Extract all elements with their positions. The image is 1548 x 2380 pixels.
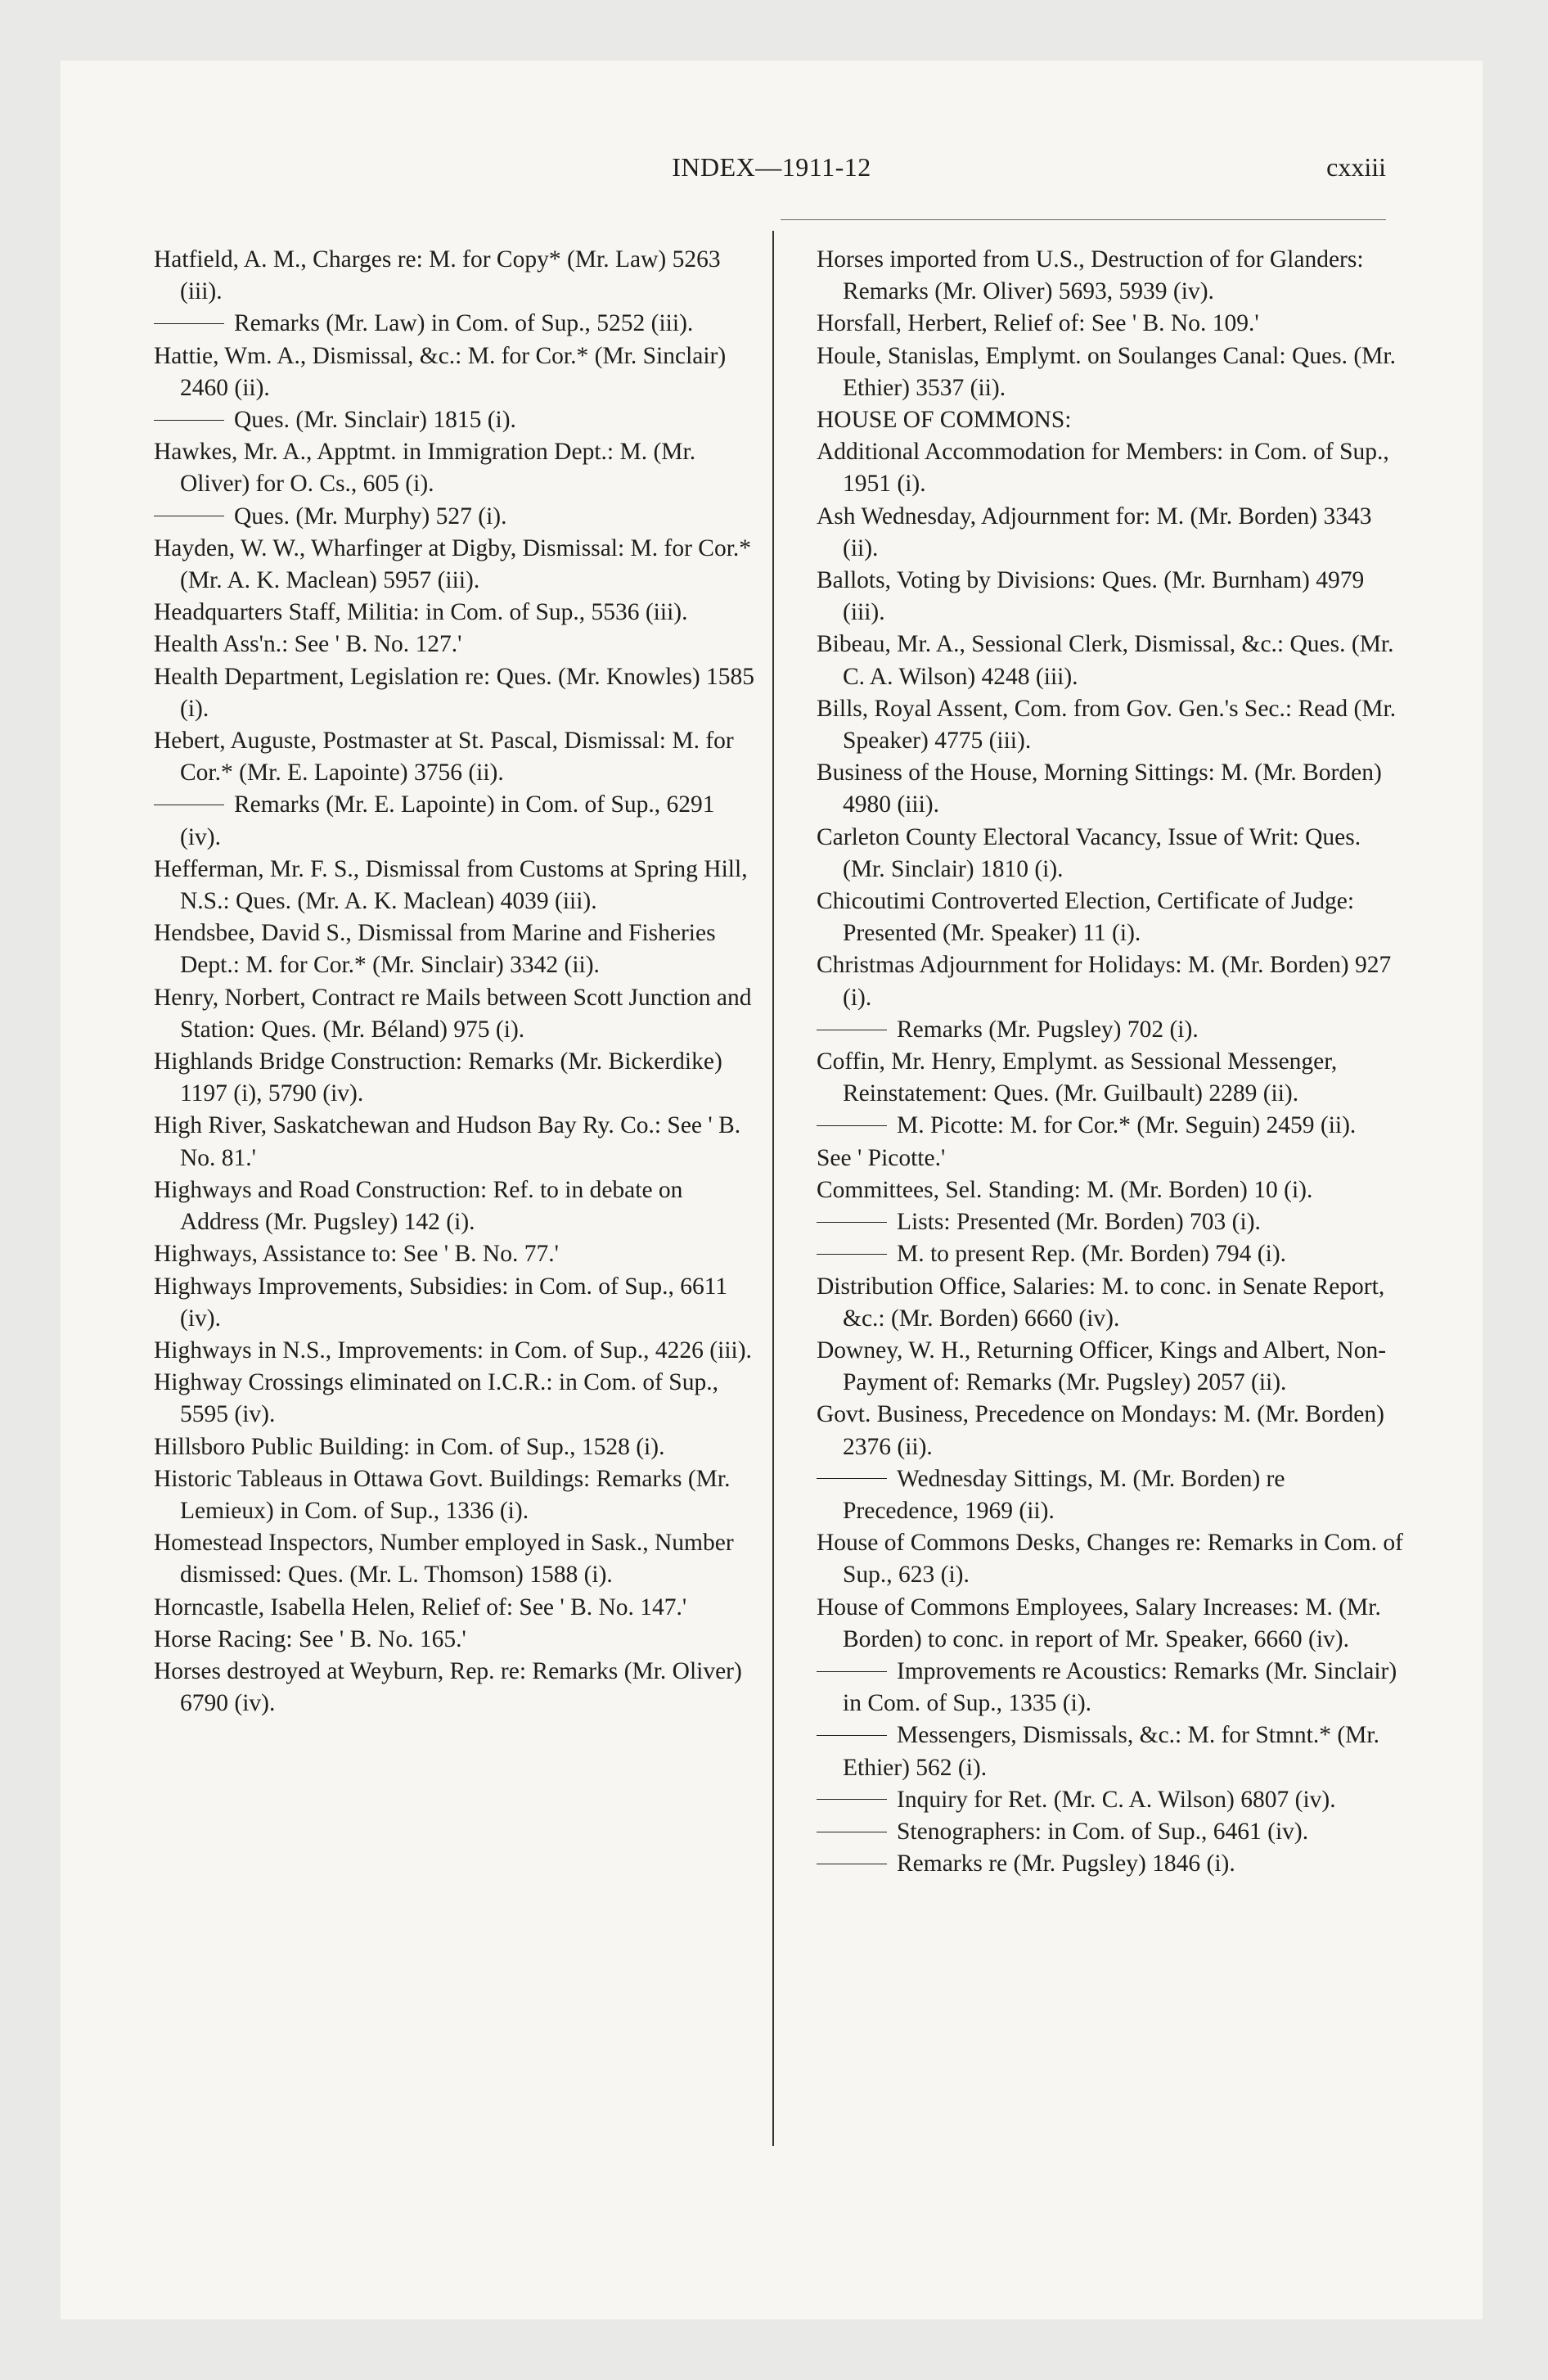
index-entry-text: Downey, W. H., Returning Officer, Kings and Albert, Non-Payment of: Remarks (Mr. Pugsley) 2057 (ii).	[817, 1336, 1387, 1396]
ditto-dash	[817, 1735, 887, 1736]
index-entry	[154, 533, 758, 597]
ditto-dash	[817, 1222, 887, 1223]
index-entry	[154, 725, 758, 789]
index-entry-text: Highlands Bridge Construction: Remarks (Mr. Bickerdike) 1197 (i), 5790 (iv).	[154, 1048, 722, 1107]
index-entry-text: Lists: Presented (Mr. Borden) 703 (i).	[897, 1209, 1261, 1236]
index-entry-text: M. to present Rep. (Mr. Borden) 794 (i).	[897, 1241, 1287, 1268]
index-entry-text: Hendsbee, David S., Dismissal from Marine and Fisheries Dept.: M. for Cor.* (Mr. Sinclair) 3342 (ii).	[154, 920, 716, 979]
index-entry	[817, 1014, 1406, 1046]
index-entry	[817, 757, 1406, 821]
index-entry-text: Messengers, Dismissals, &c.: M. for Stmnt.* (Mr. Ethier) 562 (i).	[843, 1722, 1379, 1781]
index-entry	[817, 340, 1406, 404]
index-entry	[817, 501, 1406, 565]
index-entry-text: Henry, Norbert, Contract re Mails between Scott Junction and Station: Ques. (Mr. Béland) 975 (i).	[154, 984, 752, 1043]
index-entry	[154, 982, 758, 1046]
index-entry-text: HOUSE OF COMMONS:	[817, 407, 1072, 434]
index-entry-text: Horsfall, Herbert, Relief of: See ' B. No. 109.'	[817, 310, 1259, 337]
column-divider	[772, 231, 774, 2146]
index-entry	[154, 1656, 758, 1720]
index-entry-text: Hayden, W. W., Wharfinger at Digby, Dismissal: M. for Cor.* (Mr. A. K. Maclean) 5957 (iii).	[154, 534, 752, 594]
index-entry	[154, 436, 758, 500]
index-entry-text: Wednesday Sittings, M. (Mr. Borden) re Precedence, 1969 (ii).	[843, 1465, 1285, 1524]
index-entry-text: Inquiry for Ret. (Mr. C. A. Wilson) 6807 (iv).	[897, 1786, 1336, 1813]
index-entry-text: Highways and Road Construction: Ref. to in debate on Address (Mr. Pugsley) 142 (i).	[154, 1176, 683, 1236]
index-entry-text: Highways in N.S., Improvements: in Com. of Sup., 4226 (iii).	[154, 1336, 752, 1364]
index-entry-text: House of Commons Desks, Changes re: Remarks in Com. of Sup., 623 (i).	[817, 1530, 1403, 1589]
running-title: INDEX—1911-12	[672, 152, 871, 182]
index-entry	[817, 1206, 1406, 1238]
index-entry	[154, 1367, 758, 1431]
index-entry-text: Bibeau, Mr. A., Sessional Clerk, Dismissal, &c.: Ques. (Mr. C. A. Wilson) 4248 (iii).	[817, 631, 1394, 690]
index-entry	[817, 1592, 1406, 1656]
ditto-dash	[154, 323, 224, 324]
index-entry-text: Hebert, Auguste, Postmaster at St. Pascal, Dismissal: M. for Cor.* (Mr. E. Lapointe) 3756 (ii).	[154, 728, 734, 787]
ditto-dash	[817, 1671, 887, 1672]
index-entry	[154, 1110, 758, 1174]
index-entry-text: Carleton County Electoral Vacancy, Issue of Writ: Ques. (Mr. Sinclair) 1810 (i).	[817, 823, 1361, 882]
index-entry	[817, 1720, 1406, 1783]
index-entry	[154, 1463, 758, 1527]
index-entry	[817, 436, 1406, 500]
index-entry	[817, 822, 1406, 886]
index-entry-text: Ash Wednesday, Adjournment for: M. (Mr. Borden) 3343 (ii).	[817, 503, 1372, 561]
index-entry	[154, 1174, 758, 1238]
page-sheet	[61, 61, 1483, 2319]
index-entry	[154, 1527, 758, 1591]
index-entry-text: Hatfield, A. M., Charges re: M. for Copy* (Mr. Law) 5263 (iii).	[154, 246, 721, 305]
index-column-left	[154, 244, 758, 1720]
index-entry	[817, 1463, 1406, 1527]
index-entry	[817, 693, 1406, 757]
index-entry	[817, 949, 1406, 1013]
index-entry-text: Headquarters Staff, Militia: in Com. of Sup., 5536 (iii).	[154, 599, 688, 626]
page-number: cxxiii	[1326, 152, 1386, 182]
index-entry-text: Coffin, Mr. Henry, Emplymt. as Sessional Messenger, Reinstatement: Ques. (Mr. Guilbault) 2289 (ii).	[817, 1048, 1338, 1107]
index-entry-text: Bills, Royal Assent, Com. from Gov. Gen.'s Sec.: Read (Mr. Speaker) 4775 (iii).	[817, 695, 1397, 755]
ditto-dash	[154, 420, 224, 421]
index-entry-text: Ques. (Mr. Murphy) 527 (i).	[234, 503, 507, 530]
index-entry	[154, 917, 758, 981]
index-entry-text: Remarks re (Mr. Pugsley) 1846 (i).	[897, 1850, 1235, 1877]
index-entry	[154, 854, 758, 917]
index-entry	[154, 501, 758, 533]
index-entry-text: Hillsboro Public Building: in Com. of Sup., 1528 (i).	[154, 1433, 665, 1460]
index-entry	[154, 340, 758, 404]
index-entry-text: Stenographers: in Com. of Sup., 6461 (iv).	[897, 1818, 1309, 1845]
index-entry	[817, 1656, 1406, 1720]
index-entry-text: Horse Racing: See ' B. No. 165.'	[154, 1625, 466, 1652]
index-entry-text: Additional Accommodation for Members: in Com. of Sup., 1951 (i).	[817, 439, 1389, 498]
index-entry	[817, 404, 1406, 436]
index-entry-text: Hattie, Wm. A., Dismissal, &c.: M. for Cor.* (Mr. Sinclair) 2460 (ii).	[154, 342, 727, 401]
index-entry	[154, 629, 758, 660]
ditto-dash	[817, 1478, 887, 1479]
index-entry-text: Ballots, Voting by Divisions: Ques. (Mr. Burnham) 4979 (iii).	[817, 567, 1365, 626]
index-entry-text: Ques. (Mr. Sinclair) 1815 (i).	[234, 407, 516, 434]
index-entry	[154, 404, 758, 436]
ditto-dash	[817, 1254, 887, 1255]
header-rule	[781, 219, 1386, 220]
index-entry	[154, 1624, 758, 1656]
index-entry	[817, 1143, 1406, 1174]
index-entry	[817, 308, 1406, 340]
index-entry	[154, 1431, 758, 1463]
index-entry-text: Historic Tableaus in Ottawa Govt. Buildings: Remarks (Mr. Lemieux) in Com. of Sup., 1336 (i).	[154, 1465, 731, 1524]
index-entry-text: Health Ass'n.: See ' B. No. 127.'	[154, 631, 462, 658]
index-entry	[817, 1784, 1406, 1816]
index-entry	[154, 244, 758, 308]
index-entry	[817, 629, 1406, 692]
index-entry-text: Horses destroyed at Weyburn, Rep. re: Remarks (Mr. Oliver) 6790 (iv).	[154, 1657, 742, 1717]
index-column-right	[817, 244, 1406, 1880]
index-entry	[154, 308, 758, 340]
index-entry	[154, 597, 758, 629]
index-entry	[817, 1046, 1406, 1110]
index-entry-text: House of Commons Employees, Salary Increases: M. (Mr. Borden) to conc. in report of Mr. Speaker, 6660 (iv).	[817, 1593, 1381, 1652]
index-entry	[154, 1238, 758, 1270]
index-entry	[154, 1592, 758, 1624]
index-entry	[817, 244, 1406, 308]
index-entry	[817, 565, 1406, 629]
index-entry-text: Remarks (Mr. E. Lapointe) in Com. of Sup., 6291 (iv).	[180, 791, 715, 850]
index-entry-text: Health Department, Legislation re: Ques. (Mr. Knowles) 1585 (i).	[154, 663, 755, 722]
index-entry-text: Distribution Office, Salaries: M. to conc. in Senate Report, &c.: (Mr. Borden) 6660 (iv).	[817, 1273, 1385, 1332]
index-entry-text: Houle, Stanislas, Emplymt. on Soulanges Canal: Ques. (Mr. Ethier) 3537 (ii).	[817, 342, 1396, 401]
index-entry-text: Hefferman, Mr. F. S., Dismissal from Customs at Spring Hill, N.S.: Ques. (Mr. A. K. Maclean) 4039 (iii).	[154, 855, 748, 915]
index-entry-text: Chicoutimi Controverted Election, Certificate of Judge: Presented (Mr. Speaker) 11 (i).	[817, 888, 1355, 947]
index-entry	[154, 789, 758, 853]
index-entry-text: Committees, Sel. Standing: M. (Mr. Borden) 10 (i).	[817, 1176, 1313, 1203]
ditto-dash	[817, 1125, 887, 1126]
index-entry-text: Govt. Business, Precedence on Mondays: M. (Mr. Borden) 2376 (ii).	[817, 1401, 1384, 1460]
index-entry	[817, 1110, 1406, 1142]
index-entry-text: M. Picotte: M. for Cor.* (Mr. Seguin) 2459 (ii).	[897, 1112, 1357, 1139]
index-entry	[817, 1527, 1406, 1591]
index-entry-text: Remarks (Mr. Law) in Com. of Sup., 5252 (iii).	[234, 310, 694, 337]
ditto-dash	[817, 1799, 887, 1800]
index-entry-text: Business of the House, Morning Sittings: M. (Mr. Borden) 4980 (iii).	[817, 760, 1382, 818]
index-entry-text: Improvements re Acoustics: Remarks (Mr. Sinclair) in Com. of Sup., 1335 (i).	[843, 1657, 1397, 1717]
index-entry-text: Homestead Inspectors, Number employed in Sask., Number dismissed: Ques. (Mr. L. Thomson) 1588 (i).	[154, 1530, 734, 1589]
index-entry	[154, 661, 758, 725]
index-entry-text: Highways Improvements, Subsidies: in Com. of Sup., 6611 (iv).	[154, 1273, 728, 1332]
index-entry-text: Highways, Assistance to: See ' B. No. 77.'	[154, 1241, 559, 1268]
index-entry	[817, 1238, 1406, 1270]
index-entry	[817, 1335, 1406, 1399]
index-entry	[154, 1046, 758, 1110]
index-entry	[817, 1271, 1406, 1335]
index-entry	[817, 886, 1406, 949]
index-entry-text: Horncastle, Isabella Helen, Relief of: See ' B. No. 147.'	[154, 1593, 687, 1620]
index-entry-text: Horses imported from U.S., Destruction of for Glanders: Remarks (Mr. Oliver) 5693, 5939 (iv).	[817, 246, 1364, 305]
index-entry-text: Christmas Adjournment for Holidays: M. (Mr. Borden) 927 (i).	[817, 952, 1392, 1011]
index-entry-text: See ' Picotte.'	[817, 1144, 946, 1171]
index-entry-text: Hawkes, Mr. A., Apptmt. in Immigration Dept.: M. (Mr. Oliver) for O. Cs., 605 (i).	[154, 439, 696, 498]
index-entry-text: Highway Crossings eliminated on I.C.R.: in Com. of Sup., 5595 (iv).	[154, 1369, 718, 1428]
index-entry-text: High River, Saskatchewan and Hudson Bay Ry. Co.: See ' B. No. 81.'	[154, 1112, 741, 1171]
index-entry	[154, 1271, 758, 1335]
index-entry	[154, 1335, 758, 1367]
index-entry	[817, 1848, 1406, 1880]
index-entry	[817, 1816, 1406, 1848]
index-entry	[817, 1174, 1406, 1206]
index-entry	[817, 1399, 1406, 1463]
index-entry-text: Remarks (Mr. Pugsley) 702 (i).	[897, 1016, 1199, 1043]
